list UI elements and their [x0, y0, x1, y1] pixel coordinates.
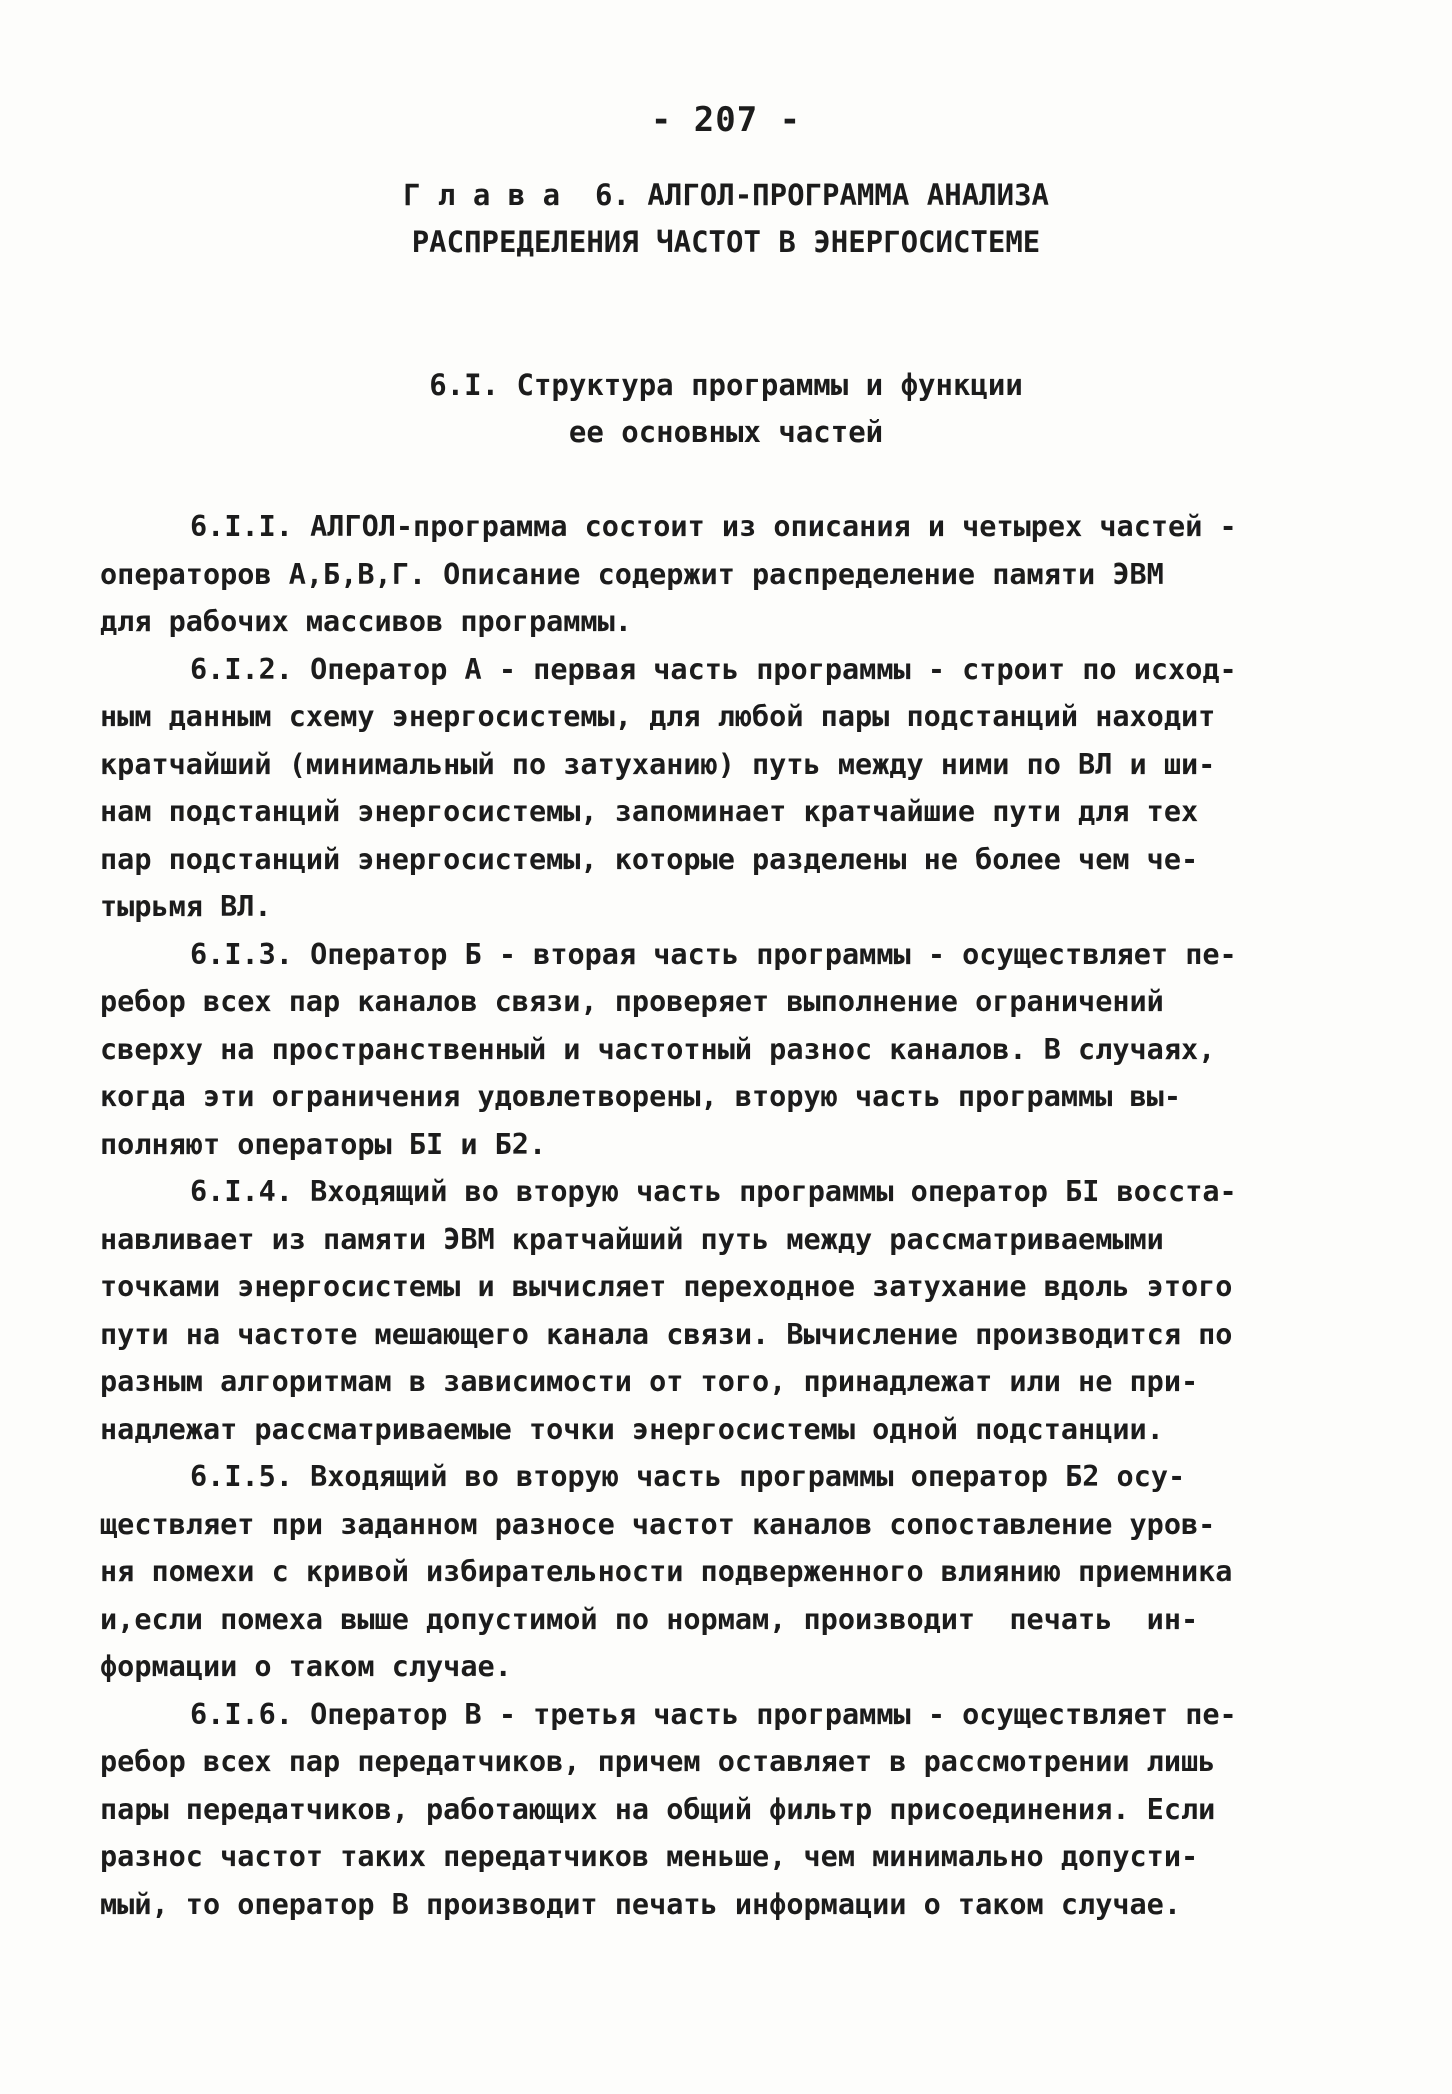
- text-line: полняют операторы БI и Б2.: [100, 1127, 547, 1161]
- chapter-title-line: РАСПРЕДЕЛЕНИЯ ЧАСТОТ В ЭНЕРГОСИСТЕМЕ: [411, 225, 1041, 259]
- text-line: ня помехи с кривой избирательности подверженного влиянию приемника: [100, 1555, 1233, 1588]
- section-title-line: ее основных частей: [568, 415, 884, 449]
- text-line: разнос частот таких передатчиков меньше, чем минимально допусти-: [100, 1840, 1199, 1873]
- text-line: разным алгоритмам в зависимости от того, принадлежат или не при-: [100, 1365, 1199, 1398]
- section-title: [0, 362, 1452, 456]
- text-line: пары передатчиков, работающих на общий фильтр присоединения. Если: [100, 1792, 1216, 1826]
- text-line: кратчайший (минимальный по затуханию) путь между ними по ВЛ и ши-: [100, 747, 1216, 781]
- section-title-line: 6.I. Структура программы и функции: [429, 368, 1023, 402]
- body-text: [100, 503, 1390, 1928]
- text-line: ным данным схему энергосистемы, для любой пары подстанций находит: [100, 700, 1216, 733]
- text-line: операторов А,Б,В,Г. Описание содержит распределение памяти ЭВМ: [100, 557, 1164, 591]
- chapter-title: [0, 172, 1452, 266]
- text-line: надлежат рассматриваемые точки энергосистемы одной подстанции.: [100, 1412, 1164, 1446]
- text-line: тырьмя ВЛ.: [100, 890, 272, 923]
- text-line: ребор всех пар передатчиков, причем оставляет в рассмотрении лишь: [100, 1745, 1216, 1778]
- text-line: пар подстанций энергосистемы, которые разделены не более чем че-: [100, 842, 1199, 876]
- text-line: нам подстанций энергосистемы, запоминает кратчайшие пути для тех: [100, 795, 1199, 828]
- paragraph-first-line: 6.I.5. Входящий во вторую часть программы оператор Б2 осу-: [190, 1460, 1186, 1493]
- paragraph-first-line: 6.I.I. АЛГОЛ-программа состоит из описания и четырех частей -: [190, 510, 1237, 543]
- text-line: сверху на пространственный и частотный разнос каналов. В случаях,: [100, 1032, 1216, 1066]
- text-line: ществляет при заданном разносе частот каналов сопоставление уров-: [100, 1507, 1216, 1541]
- text-line: формации о таком случае.: [100, 1650, 512, 1683]
- paragraph-first-line: 6.I.2. Оператор А - первая часть программы - строит по исход-: [190, 652, 1237, 686]
- paragraph-first-line: 6.I.4. Входящий во вторую часть программы оператор БI восста-: [190, 1175, 1237, 1208]
- text-line: навливает из памяти ЭВМ кратчайший путь между рассматриваемыми: [100, 1222, 1164, 1256]
- text-line: и,если помеха выше допустимой по нормам, производит печать ин-: [100, 1602, 1199, 1636]
- paragraph-first-line: 6.I.3. Оператор Б - вторая часть программы - осуществляет пе-: [190, 937, 1237, 971]
- text-line: ребор всех пар каналов связи, проверяет выполнение ограничений: [100, 985, 1164, 1018]
- text-line: для рабочих массивов программы.: [100, 605, 632, 638]
- page-number: - 207 -: [650, 100, 802, 140]
- text-line: пути на частоте мешающего канала связи. Вычисление производится по: [100, 1317, 1233, 1351]
- text-line: мый, то оператор В производит печать информации о таком случае.: [100, 1887, 1181, 1921]
- text-line: точками энергосистемы и вычисляет переходное затухание вдоль этого: [100, 1270, 1233, 1303]
- chapter-title-line: Г л а в а 6. АЛГОЛ-ПРОГРАММА АНАЛИЗА: [402, 178, 1049, 212]
- paragraph-first-line: 6.I.6. Оператор В - третья часть программы - осуществляет пе-: [190, 1697, 1237, 1731]
- text-line: когда эти ограничения удовлетворены, вторую часть программы вы-: [100, 1080, 1181, 1113]
